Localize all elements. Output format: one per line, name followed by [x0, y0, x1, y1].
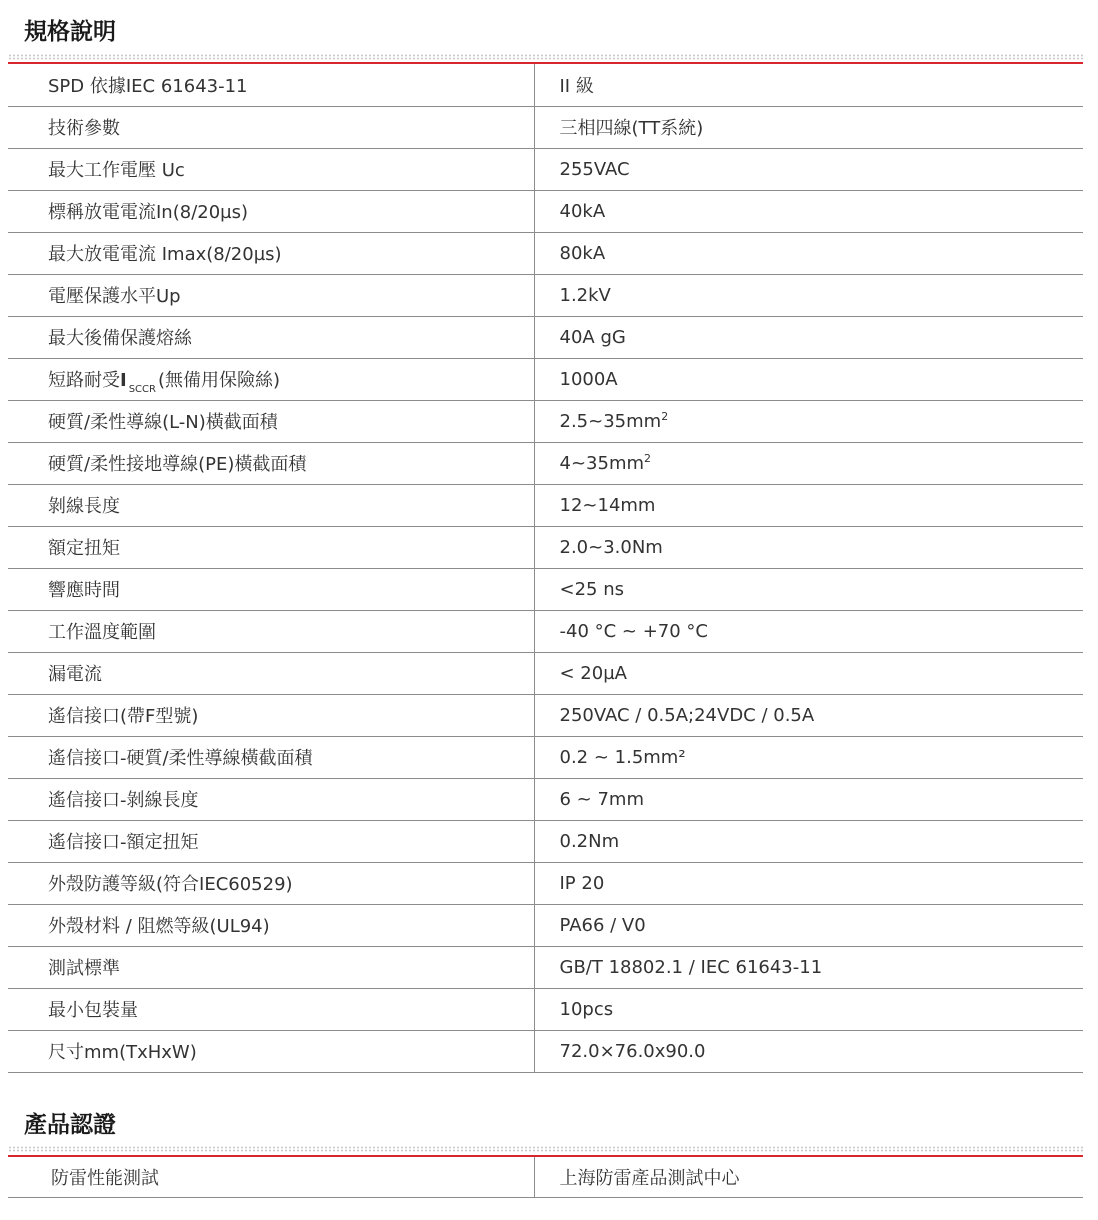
- spec-label: 外殼材料 / 阻燃等級(UL94): [8, 904, 534, 946]
- spec-value: 三相四線(TT系統): [534, 106, 1083, 148]
- table-row: [8, 1030, 1083, 1072]
- spec-value: 0.2 ~ 1.5mm²: [534, 736, 1083, 778]
- spec-label: 最小包裝量: [8, 988, 534, 1030]
- spec-value: 40A gG: [534, 316, 1083, 358]
- spec-value: 12~14mm: [534, 484, 1083, 526]
- spec-label-symbol: I: [120, 370, 127, 391]
- spec-label: 標稱放電電流In(8/20µs): [8, 190, 534, 232]
- spec-value: [534, 442, 1083, 484]
- table-row: [8, 358, 1083, 400]
- spec-label: 硬質/柔性接地導線(PE)橫截面積: [8, 442, 534, 484]
- spec-label: 最大後備保護熔絲: [8, 316, 534, 358]
- spec-label: 最大工作電壓 Uc: [8, 148, 534, 190]
- spec-label: 測試標準: [8, 946, 534, 988]
- spec-label: 遙信接口-硬質/柔性導線橫截面積: [8, 736, 534, 778]
- spec-value: 255VAC: [534, 148, 1083, 190]
- spec-label: 硬質/柔性導線(L-N)橫截面積: [8, 400, 534, 442]
- spec-value: 2.0~3.0Nm: [534, 526, 1083, 568]
- table-row: [8, 442, 1083, 484]
- dotted-divider: [8, 1146, 1083, 1152]
- spec-label-main: 短路耐受: [48, 370, 120, 391]
- spec-label: 外殼防護等級(符合IEC60529): [8, 862, 534, 904]
- table-row: [8, 400, 1083, 442]
- spec-section-title: 規格說明: [24, 19, 116, 45]
- spec-value: 1.2kV: [534, 274, 1083, 316]
- spec-label: 電壓保護水平Up: [8, 274, 534, 316]
- table-row: [8, 106, 1083, 148]
- spec-label: [8, 358, 534, 400]
- table-row: [8, 232, 1083, 274]
- spec-label: 響應時間: [8, 568, 534, 610]
- spec-value: 72.0×76.0x90.0: [534, 1030, 1083, 1072]
- dotted-divider: [8, 54, 1083, 60]
- spec-value: 6 ~ 7mm: [534, 778, 1083, 820]
- table-row: [8, 526, 1083, 568]
- cert-table: [8, 1157, 1083, 1198]
- cert-label: 防雷性能測試: [8, 1157, 534, 1197]
- spec-value-superscript: 2: [661, 410, 669, 423]
- table-row: [8, 274, 1083, 316]
- table-row: [8, 820, 1083, 862]
- table-row: [8, 190, 1083, 232]
- table-row: [8, 652, 1083, 694]
- spec-value: 0.2Nm: [534, 820, 1083, 862]
- table-row: [8, 610, 1083, 652]
- spec-value: IP 20: [534, 862, 1083, 904]
- spec-label: 額定扭矩: [8, 526, 534, 568]
- spec-label: 尺寸mm(TxHxW): [8, 1030, 534, 1072]
- spec-label: 遙信接口-剝線長度: [8, 778, 534, 820]
- spec-value-main: 2.5~35mm: [559, 411, 662, 432]
- spec-value: 40kA: [534, 190, 1083, 232]
- cert-value: 上海防雷產品測試中心: [534, 1157, 1083, 1197]
- spec-value: 1000A: [534, 358, 1083, 400]
- table-row: [8, 778, 1083, 820]
- table-row: [8, 1157, 1083, 1197]
- spec-value: 250VAC / 0.5A;24VDC / 0.5A: [534, 694, 1083, 736]
- table-row: [8, 568, 1083, 610]
- table-row: [8, 316, 1083, 358]
- table-row: [8, 64, 1083, 106]
- spec-value: -40 °C ~ +70 °C: [534, 610, 1083, 652]
- spec-value: II 級: [534, 64, 1083, 106]
- spec-value: 10pcs: [534, 988, 1083, 1030]
- spec-value: 80kA: [534, 232, 1083, 274]
- spec-label-tail: (無備用保險絲): [157, 370, 281, 391]
- spec-value-main: 4~35mm: [559, 453, 645, 474]
- spec-value: < 20µA: [534, 652, 1083, 694]
- spec-label: 最大放電電流 Imax(8/20µs): [8, 232, 534, 274]
- spec-label: 剝線長度: [8, 484, 534, 526]
- table-row: [8, 904, 1083, 946]
- spec-label: 漏電流: [8, 652, 534, 694]
- cert-section-title: 產品認證: [24, 1112, 116, 1138]
- spec-table: [8, 64, 1083, 1073]
- table-row: [8, 694, 1083, 736]
- spec-label-subscript: SCCR: [128, 384, 156, 395]
- spec-value: GB/T 18802.1 / IEC 61643-11: [534, 946, 1083, 988]
- table-row: [8, 946, 1083, 988]
- table-row: [8, 484, 1083, 526]
- spec-label: 遙信接口(帶F型號): [8, 694, 534, 736]
- spec-value: [534, 400, 1083, 442]
- spec-label: 技術參數: [8, 106, 534, 148]
- spec-value: <25 ns: [534, 568, 1083, 610]
- spec-label: SPD 依據IEC 61643-11: [8, 64, 534, 106]
- table-row: [8, 736, 1083, 778]
- spec-value: PA66 / V0: [534, 904, 1083, 946]
- spec-value-superscript: 2: [644, 452, 652, 465]
- spec-label: 遙信接口-額定扭矩: [8, 820, 534, 862]
- table-row: [8, 148, 1083, 190]
- table-row: [8, 862, 1083, 904]
- spec-label: 工作溫度範圍: [8, 610, 534, 652]
- table-row: [8, 988, 1083, 1030]
